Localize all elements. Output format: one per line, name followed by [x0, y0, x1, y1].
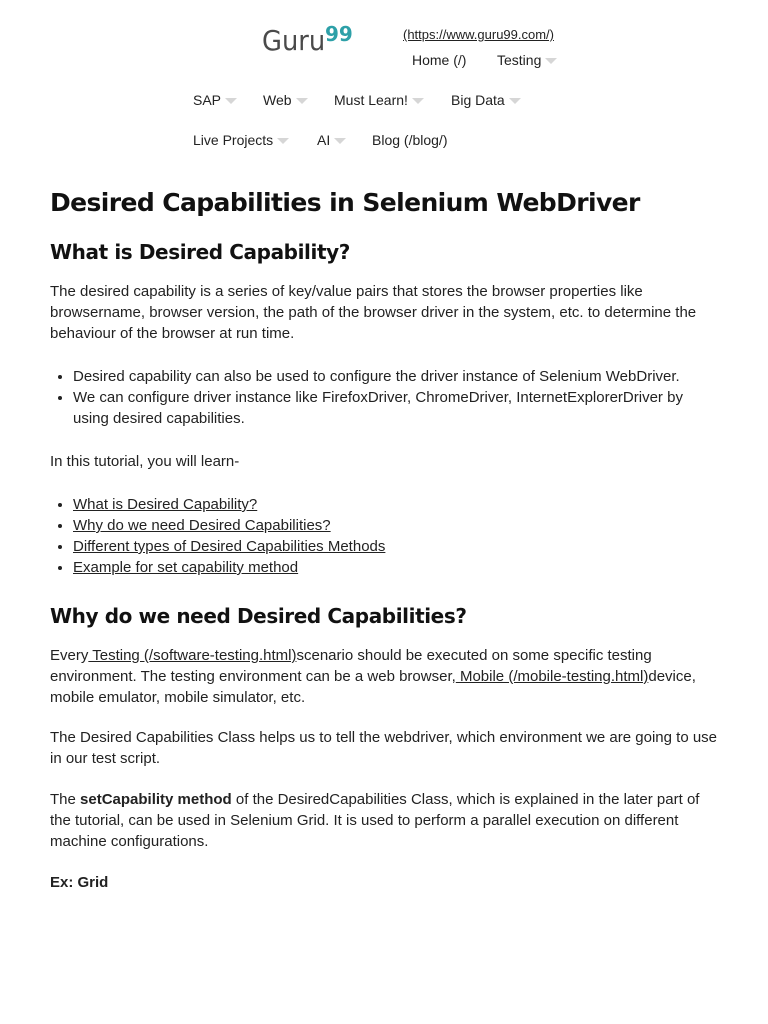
- testing-link[interactable]: Testing (/software-testing.html): [88, 647, 297, 664]
- text: device, mobile emulator, mobile simulator, etc.: [50, 668, 696, 706]
- paragraph-why: [50, 645, 720, 708]
- logo-accent: 99: [325, 22, 353, 46]
- feature-list: [50, 366, 720, 429]
- nav-home[interactable]: [412, 52, 466, 68]
- nav-testing[interactable]: [497, 52, 557, 68]
- mobile-testing-link[interactable]: Mobile (/mobile-testing.html): [455, 668, 649, 685]
- site-url-link[interactable]: (https://www.guru99.com/): [403, 27, 554, 42]
- example-grid-label: Ex: Grid: [50, 874, 109, 891]
- paragraph-definition: The desired capability is a series of key/value pairs that stores the browser properties like browsername, browser version, the path of the browser driver in the system, etc. to determine the behaviour of the browser at run time.: [50, 283, 697, 342]
- example-label: [50, 872, 720, 893]
- list-item: • We can configure driver instance like FirefoxDriver, ChromeDriver, InternetExplorerDriver by using desired capabilities.: [73, 387, 720, 429]
- toc-link-what-is[interactable]: What is Desired Capability?: [73, 496, 258, 513]
- nav-label: AI: [317, 132, 331, 148]
- text: The: [50, 791, 81, 808]
- nav-label: Blog (/blog/): [372, 132, 448, 148]
- toc-link-why[interactable]: Why do we need Desired Capabilities?: [73, 517, 331, 534]
- heading-what-is: What is Desired Capability?: [50, 240, 350, 264]
- nav-live-projects[interactable]: [193, 132, 289, 148]
- chevron-down-icon: [412, 98, 424, 104]
- list-item: • Desired capability can also be used to configure the driver instance of Selenium WebDriver.: [73, 366, 720, 387]
- paragraph-setcapability: [50, 789, 720, 852]
- text: scenario should be executed on some specific testing environment. The testing environment can be a web browser,: [50, 647, 652, 685]
- nav-blog[interactable]: [372, 132, 447, 148]
- nav-label: SAP: [193, 92, 222, 108]
- nav-label: Live Projects: [193, 132, 274, 148]
- nav-label: Testing: [497, 52, 542, 68]
- article: [50, 180, 720, 893]
- bold-term: setCapability method: [80, 791, 232, 808]
- nav-web[interactable]: [263, 92, 308, 108]
- page-title: Desired Capabilities in Selenium WebDriver: [50, 188, 640, 217]
- heading-why: Why do we need Desired Capabilities?: [50, 604, 467, 628]
- chevron-down-icon: [296, 98, 308, 104]
- nav-label: Web: [263, 92, 292, 108]
- logo-text: Guru: [262, 24, 326, 57]
- toc-link-types[interactable]: Different types of Desired Capabilities Methods: [73, 538, 386, 555]
- nav-ai[interactable]: [317, 132, 346, 148]
- toc-item: [73, 557, 720, 578]
- nav-label: Home (/): [412, 52, 467, 68]
- text: of the DesiredCapabilities Class, which is explained in the later part of the tutorial, can be used in Selenium Grid. It is used to perform a parallel execution on different machine configurations.: [50, 791, 700, 850]
- nav-label: Must Learn!: [334, 92, 408, 108]
- toc-item: [73, 494, 720, 515]
- text: Every: [50, 647, 89, 664]
- toc-item: [73, 536, 720, 557]
- toc-link-example[interactable]: Example for set capability method: [73, 559, 299, 576]
- nav-must-learn[interactable]: [334, 92, 424, 108]
- guru99-logo[interactable]: [262, 22, 353, 60]
- chevron-down-icon: [225, 98, 237, 104]
- chevron-down-icon: [277, 138, 289, 144]
- chevron-down-icon: [545, 58, 557, 64]
- nav-label: Big Data: [451, 92, 505, 108]
- paragraph-class: The Desired Capabilities Class helps us to tell the webdriver, which environment we are going to use in our test script.: [50, 729, 718, 767]
- nav-sap[interactable]: [193, 92, 237, 108]
- toc-item: [73, 515, 720, 536]
- chevron-down-icon: [334, 138, 346, 144]
- table-of-contents: [50, 494, 720, 578]
- nav-big-data[interactable]: [451, 92, 521, 108]
- toc-intro: In this tutorial, you will learn-: [50, 453, 240, 470]
- chevron-down-icon: [509, 98, 521, 104]
